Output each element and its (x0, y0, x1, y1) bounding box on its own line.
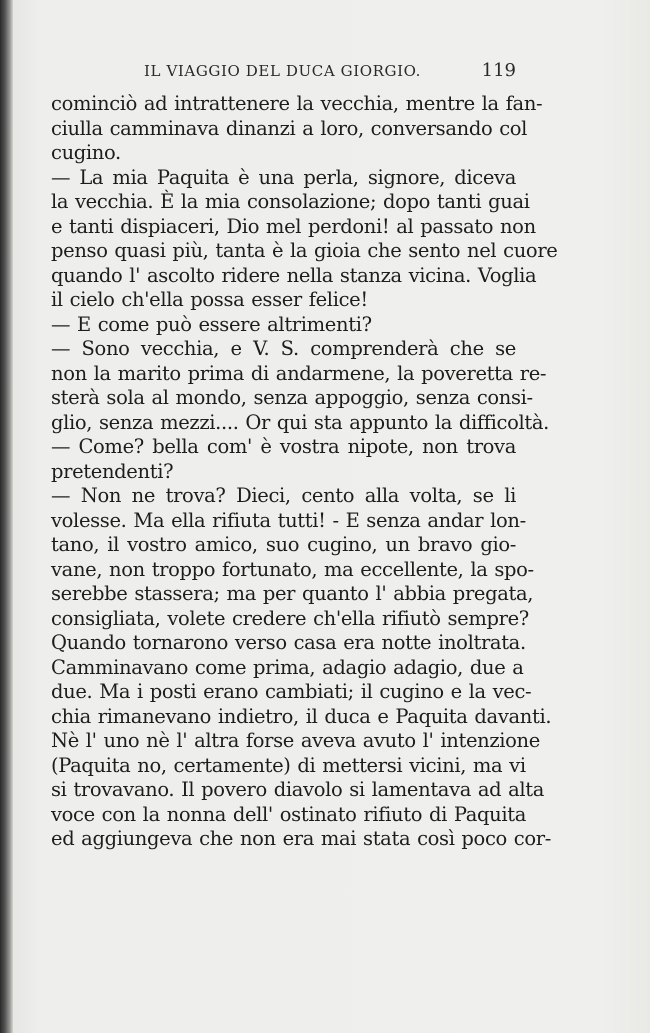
text-line: chia rimanevano indietro, il duca e Paquita davanti. (51, 704, 552, 728)
text-line: — E come può essere altrimenti? (51, 312, 372, 336)
text-line: vane, non troppo fortunato, ma eccellente, la spo- (51, 557, 534, 581)
text-line: non la marito prima di andarmene, la poveretta re- (51, 361, 547, 385)
book-spine-shadow (0, 0, 13, 1033)
text-line: cominciò ad intrattenere la vecchia, mentre la fan- (51, 92, 543, 115)
text-line: — La mia Paquita è una perla, signore, diceva (51, 165, 516, 189)
text-line: il cielo ch'ella possa esser felice! (51, 288, 368, 311)
text-line: sterà sola al mondo, senza appoggio, senza consi- (51, 386, 533, 409)
text-line: glio, senza mezzi.... Or qui sta appunto la difficoltà. (51, 410, 549, 434)
text-line: — Sono vecchia, e V. S. comprenderà che se (51, 337, 516, 360)
text-line: ciulla camminava dinanzi a loro, conversando col (51, 116, 528, 140)
text-line: — Non ne trova? Dieci, cento alla volta, se li (51, 484, 516, 507)
text-line: (Paquita no, certamente) di mettersi vicini, ma vi (51, 753, 526, 777)
text-line: penso quasi più, tanta è la gioia che sento nel cuore (51, 239, 558, 262)
text-line: Camminavano come prima, adagio adagio, due a (51, 655, 524, 679)
text-line: ed aggiungeva che non era mai stata così poco cor- (51, 827, 551, 850)
text-line: cugino. (51, 141, 121, 164)
text-line: voce con la nonna dell' ostinato rifiuto di Paquita (51, 802, 526, 826)
text-line: quando l' ascolto ridere nella stanza vicina. Voglia (51, 263, 537, 287)
text-line: due. Ma i posti erano cambiati; il cugino e la vec- (51, 680, 532, 703)
body-text (51, 92, 558, 852)
text-line: serebbe stassera; ma per quanto l' abbia pregata, (51, 582, 534, 605)
text-line: Nè l' uno nè l' altra forse aveva avuto l' intenzione (51, 729, 540, 752)
running-title: IL VIAGGIO DEL DUCA GIORGIO. (144, 62, 422, 80)
text-line: Quando tornarono verso casa era notte inoltrata. (51, 631, 526, 654)
text-line: volesse. Ma ella rifiuta tutti! - E senza andar lon- (51, 508, 526, 532)
text-line: e tanti dispiaceri, Dio mel perdoni! al passato non (51, 214, 536, 238)
page-number: 119 (481, 60, 516, 81)
page-header (144, 62, 516, 86)
text-line: — Come? bella com' è vostra nipote, non trova (51, 435, 516, 458)
text-line: consigliata, volete credere ch'ella rifiutò sempre? (51, 606, 529, 630)
text-line: si trovavano. Il povero diavolo si lamentava ad alta (51, 778, 545, 801)
text-line: pretendenti? (51, 459, 174, 483)
text-line: tano, il vostro amico, suo cugino, un bravo gio- (51, 533, 516, 556)
text-line: la vecchia. È la mia consolazione; dopo tanti guai (51, 190, 530, 213)
